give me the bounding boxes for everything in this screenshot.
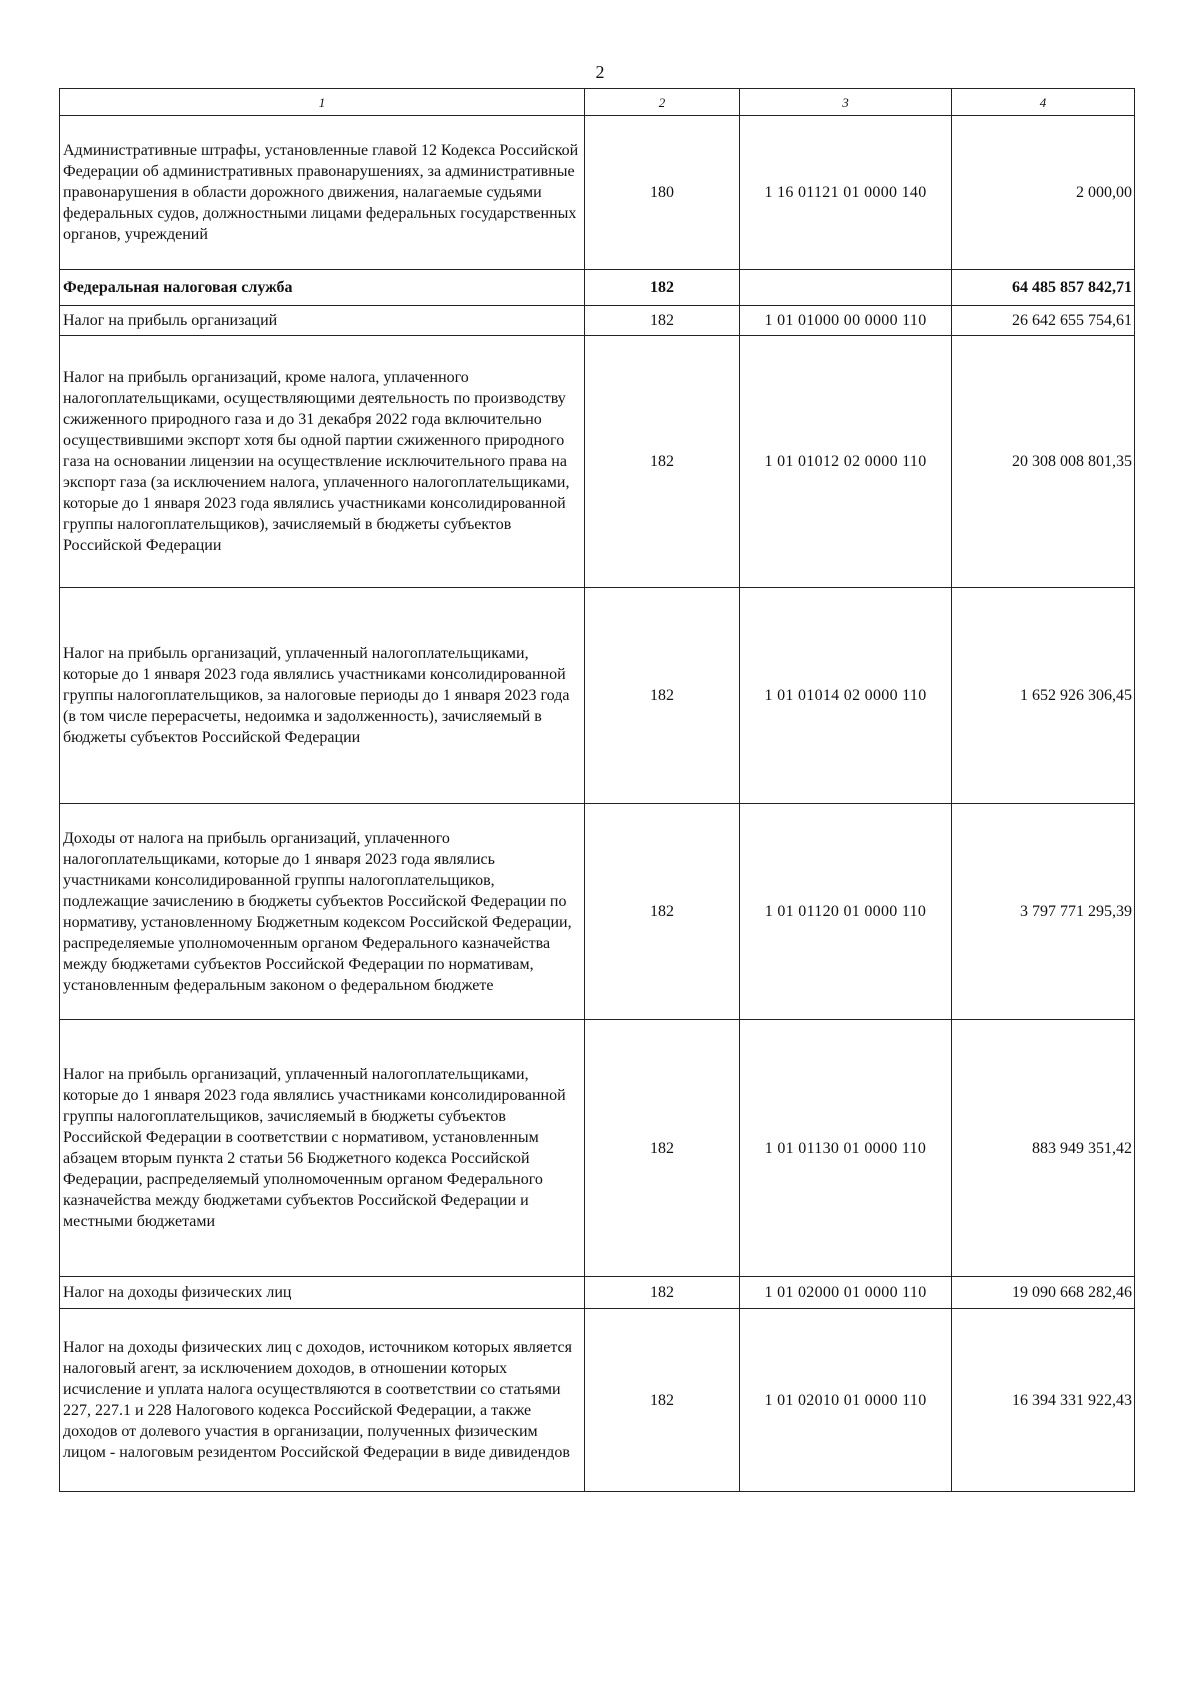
row-name-cell: Налог на прибыль организаций, уплаченный налогоплательщиками, которые до 1 января 2023 года являлись участниками консолидированной группы налогоплательщиков, зачисляемый в бюджеты субъектов Российской Федерации в соответствии с нормативом, установленным абзацем вторым пункта 2 статьи 56 Бюджетного кодекса Российской Федерации, распределяемый уполномоченным органом Федерального казначейства между бюджетами субъектов Российской Федерации и местными бюджетами xyxy=(60,1020,585,1277)
table-body xyxy=(60,116,1135,1492)
row-budget-code-cell: 1 01 01014 02 0000 110 xyxy=(740,588,952,804)
table-row xyxy=(60,804,1135,1020)
column-number-row xyxy=(60,89,1135,116)
row-budget-code-cell: 1 16 01121 01 0000 140 xyxy=(740,116,952,270)
row-admin-code-cell: 182 xyxy=(585,270,740,306)
row-name-cell: Налог на доходы физических лиц с доходов, источником которых является налоговый агент, за исключением доходов, в отношении которых исчисление и уплата налога осуществляются в соответствии со статьями 227, 227.1 и 228 Налогового кодекса Российской Федерации, а также доходов от долевого участия в организации, полученных физическим лицом - налоговым резидентом Российской Федерации в виде дивидендов xyxy=(60,1309,585,1492)
row-name-cell: Административные штрафы, установленные главой 12 Кодекса Российской Федерации об административных правонарушениях, за административные правонарушения в области дорожного движения, налагаемые судьями федеральных судов, должностными лицами федеральных государственных органов, учреждений xyxy=(60,116,585,270)
row-budget-code-cell: 1 01 02010 01 0000 110 xyxy=(740,1309,952,1492)
table-row xyxy=(60,588,1135,804)
row-admin-code-cell: 180 xyxy=(585,116,740,270)
row-amount-cell: 2 000,00 xyxy=(952,116,1135,270)
row-amount-cell: 19 090 668 282,46 xyxy=(952,1277,1135,1309)
column-number-4: 4 xyxy=(952,89,1135,116)
row-name-cell: Федеральная налоговая служба xyxy=(60,270,585,306)
row-name-cell: Доходы от налога на прибыль организаций, уплаченного налогоплательщиками, которые до 1 января 2023 года являлись участниками консолидированной группы налогоплательщиков, подлежащие зачислению в бюджеты субъектов Российской Федерации по нормативу, установленному Бюджетным кодексом Российской Федерации, распределяемые уполномоченным органом Федерального казначейства между бюджетами субъектов Российской Федерации по нормативам, установленным федеральным законом о федеральном бюджете xyxy=(60,804,585,1020)
row-name-cell: Налог на прибыль организаций, уплаченный налогоплательщиками, которые до 1 января 2023 года являлись участниками консолидированной группы налогоплательщиков, за налоговые периоды до 1 января 2023 года (в том числе перерасчеты, недоимка и задолженность), зачисляемый в бюджеты субъектов Российской Федерации xyxy=(60,588,585,804)
row-amount-cell: 26 642 655 754,61 xyxy=(952,306,1135,336)
table-row xyxy=(60,116,1135,270)
page-number: 2 xyxy=(595,62,605,82)
row-admin-code-cell: 182 xyxy=(585,306,740,336)
row-budget-code-cell: 1 01 01012 02 0000 110 xyxy=(740,336,952,588)
row-amount-cell: 16 394 331 922,43 xyxy=(952,1309,1135,1492)
row-admin-code-cell: 182 xyxy=(585,1020,740,1277)
row-amount-cell: 3 797 771 295,39 xyxy=(952,804,1135,1020)
row-amount-cell: 64 485 857 842,71 xyxy=(952,270,1135,306)
table-row xyxy=(60,270,1135,306)
row-amount-cell: 20 308 008 801,35 xyxy=(952,336,1135,588)
row-admin-code-cell: 182 xyxy=(585,1309,740,1492)
row-admin-code-cell: 182 xyxy=(585,804,740,1020)
row-admin-code-cell: 182 xyxy=(585,336,740,588)
table-row xyxy=(60,1277,1135,1309)
row-admin-code-cell: 182 xyxy=(585,1277,740,1309)
table-row xyxy=(60,1309,1135,1492)
row-amount-cell: 1 652 926 306,45 xyxy=(952,588,1135,804)
row-name-cell: Налог на доходы физических лиц xyxy=(60,1277,585,1309)
row-budget-code-cell: 1 01 01130 01 0000 110 xyxy=(740,1020,952,1277)
column-number-3: 3 xyxy=(740,89,952,116)
table-row xyxy=(60,336,1135,588)
column-number-2: 2 xyxy=(585,89,740,116)
table-row xyxy=(60,1020,1135,1277)
row-name-cell: Налог на прибыль организаций, кроме налога, уплаченного налогоплательщиками, осуществляющими деятельность по производству сжиженного природного газа и до 31 декабря 2022 года включительно осуществившими экспорт хотя бы одной партии сжиженного природного газа на основании лицензии на осуществление исключительного права на экспорт газа (за исключением налога, уплаченного налогоплательщиками, которые до 1 января 2023 года являлись участниками консолидированной группы налогоплательщиков), зачисляемый в бюджеты субъектов Российской Федерации xyxy=(60,336,585,588)
column-number-1: 1 xyxy=(60,89,585,116)
row-budget-code-cell: 1 01 01120 01 0000 110 xyxy=(740,804,952,1020)
row-amount-cell: 883 949 351,42 xyxy=(952,1020,1135,1277)
revenue-table xyxy=(59,88,1135,1492)
row-budget-code-cell: 1 01 01000 00 0000 110 xyxy=(740,306,952,336)
row-admin-code-cell: 182 xyxy=(585,588,740,804)
row-budget-code-cell xyxy=(740,270,952,306)
row-name-cell: Налог на прибыль организаций xyxy=(60,306,585,336)
row-budget-code-cell: 1 01 02000 01 0000 110 xyxy=(740,1277,952,1309)
table-row xyxy=(60,306,1135,336)
